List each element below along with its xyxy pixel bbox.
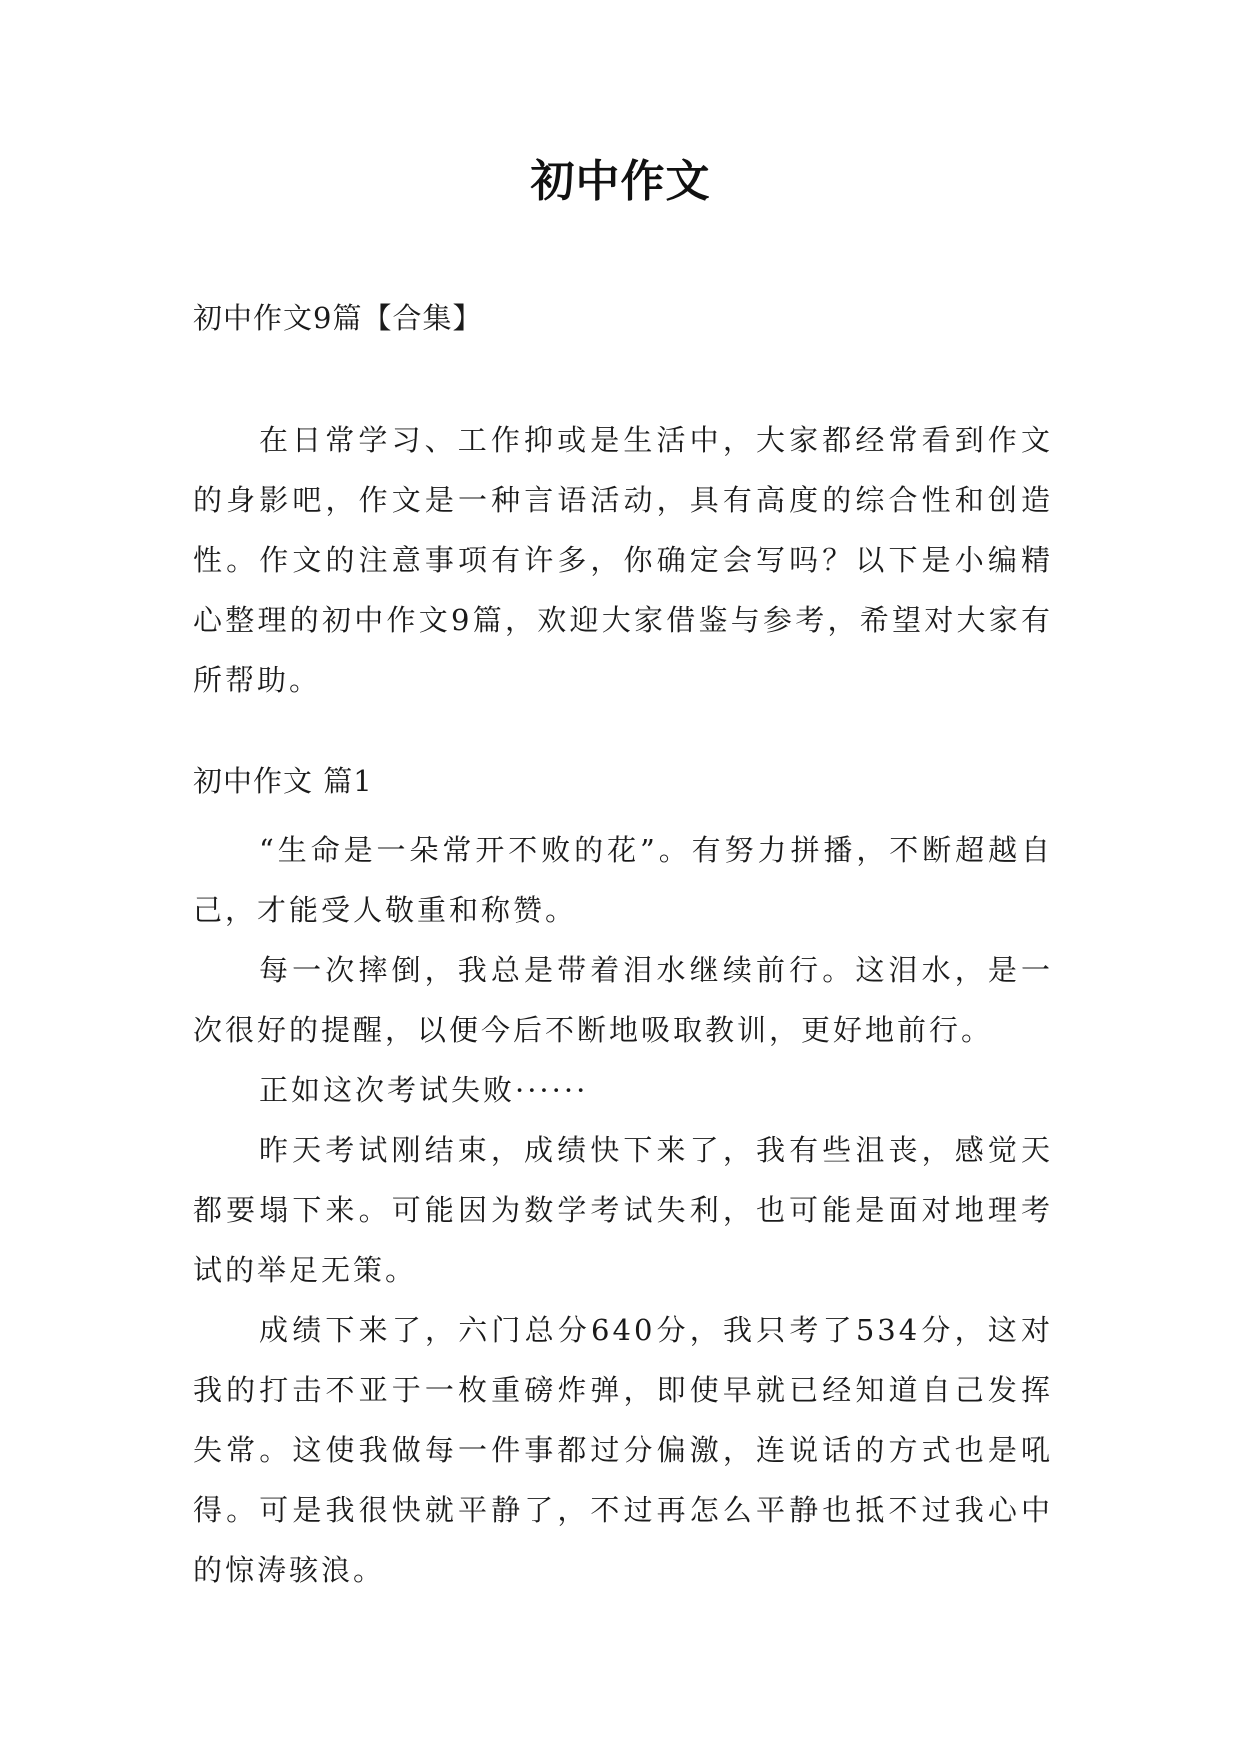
essay-paragraph: 成绩下来了，六门总分640分，我只考了534分，这对我的打击不亚于一枚重磅炸弹，即使早就已经知道自己发挥失常。这使我做每一件事都过分偏激，连说话的方式也是吼得。可是我很快就平静了，不过再怎么平静也抵不过我心中的惊涛骇浪。 [193, 1313, 1053, 1587]
document-subtitle: 初中作文9篇【合集】 [193, 301, 483, 335]
section-heading: 初中作文 篇1 [193, 764, 373, 798]
essay-paragraph: 每一次摔倒，我总是带着泪水继续前行。这泪水，是一次很好的提醒，以便今后不断地吸取教训，更好地前行。 [193, 953, 1053, 1047]
intro-paragraph: 在日常学习、工作抑或是生活中，大家都经常看到作文的身影吧，作文是一种言语活动，具有高度的综合性和创造性。作文的注意事项有许多，你确定会写吗？以下是小编精心整理的初中作文9篇，欢迎大家借鉴与参考，希望对大家有所帮助。 [193, 423, 1053, 697]
essay-paragraph: 昨天考试刚结束，成绩快下来了，我有些沮丧，感觉天都要塌下来。可能因为数学考试失利，也可能是面对地理考试的举足无策。 [193, 1133, 1053, 1287]
essay-paragraph: 正如这次考试失败······ [259, 1073, 589, 1107]
essay-paragraph: “生命是一朵常开不败的花”。有努力拼播，不断超越自己，才能受人敬重和称赞。 [193, 833, 1053, 927]
document-title: 初中作文 [530, 156, 711, 207]
essay-body [193, 820, 1053, 1600]
